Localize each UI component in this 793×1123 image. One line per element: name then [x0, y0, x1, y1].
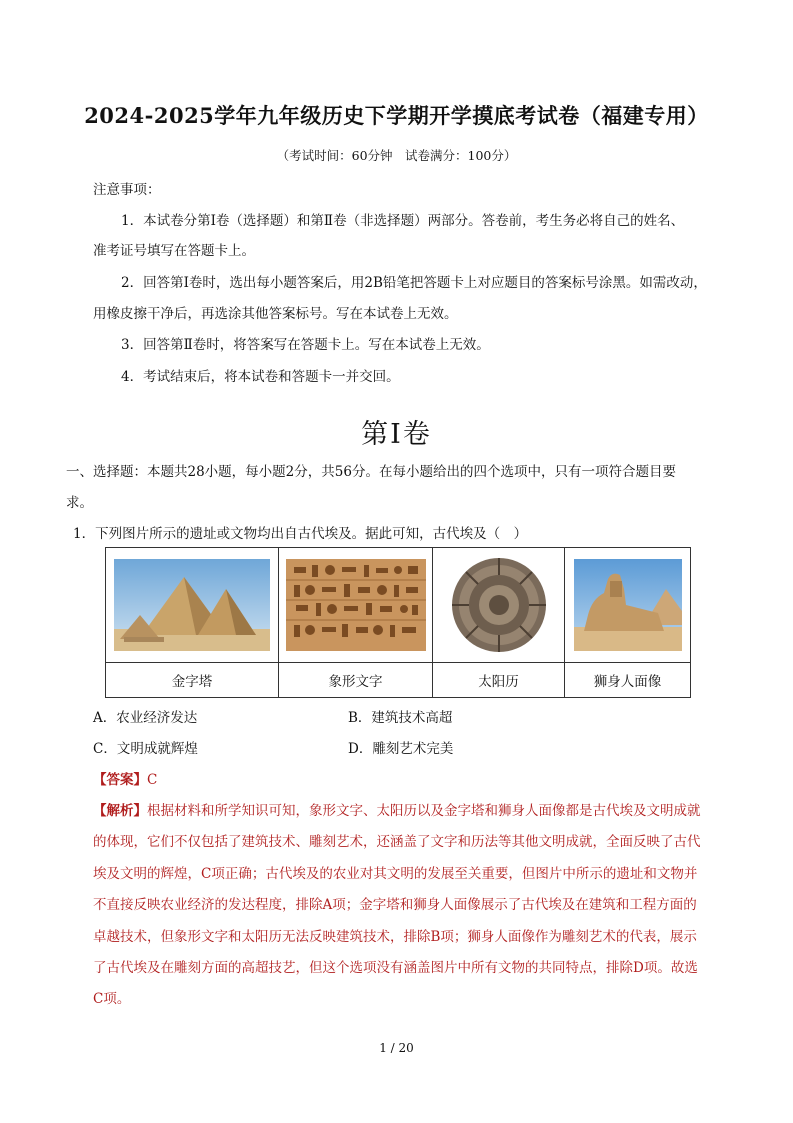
pyramids-image	[114, 559, 270, 651]
note-3: 3．回答第Ⅱ卷时，将答案写在答题卡上。写在本试卷上无效。	[121, 337, 490, 353]
analysis-line-3: 埃及文明的辉煌，C项正确；古代埃及的农业对其文明的发展至关重要，但图片中所示的遗址和文物并	[93, 866, 698, 882]
section-title: 第Ⅰ卷	[361, 419, 432, 450]
answer-label: 【答案】	[93, 772, 147, 788]
question-1-stem: 1．下列图片所示的遗址或文物均出自古代埃及。据此可知，古代埃及（ ）	[73, 526, 528, 542]
figure-table	[105, 547, 691, 698]
note-1-cont: 准考证号填写在答题卡上。	[93, 243, 255, 259]
note-4: 4．考试结束后，将本试卷和答题卡一并交回。	[121, 369, 400, 385]
option-c: C．文明成就辉煌	[93, 741, 198, 757]
figure-cell-hieroglyphs	[279, 548, 433, 663]
figure-cell-sun-calendar	[433, 548, 565, 663]
note-2-cont: 用橡皮擦干净后，再选涂其他答案标号。写在本试卷上无效。	[93, 306, 458, 322]
analysis-line-6: 了古代埃及在雕刻方面的高超技艺，但这个选项没有涵盖图片中所有文物的共同特点，排除D项。故选	[93, 960, 698, 976]
note-2: 2．回答第Ⅰ卷时，选出每小题答案后，用2B铅笔把答题卡上对应题目的答案标号涂黑。如需改动，	[121, 275, 707, 291]
page-title: 2024-2025学年九年级历史下学期开学摸底考试卷（福建专用）	[84, 103, 709, 128]
caption-hieroglyphs: 象形文字	[279, 663, 433, 698]
figure-cell-pyramids	[106, 548, 279, 663]
caption-sphinx: 狮身人面像	[565, 663, 691, 698]
analysis-line-4: 不直接反映农业经济的发达程度，排除A项；金字塔和狮身人面像展示了古代埃及在建筑和工程方面的	[93, 897, 697, 913]
answer-value: C	[147, 772, 158, 788]
notes-heading: 注意事项：	[93, 182, 161, 198]
option-b: B．建筑技术高超	[348, 710, 453, 726]
option-a: A．农业经济发达	[93, 710, 198, 726]
analysis-text-1: 根据材料和所学知识可知，象形文字、太阳历以及金字塔和狮身人面像都是古代埃及文明成就	[147, 803, 701, 819]
hieroglyphs-image	[286, 559, 426, 651]
analysis-label: 【解析】	[93, 803, 147, 819]
option-d: D．雕刻艺术完美	[348, 741, 454, 757]
part1-instructions-cont: 求。	[66, 495, 93, 511]
analysis-line-2: 的体现，它们不仅包括了建筑技术、雕刻艺术，还涵盖了文字和历法等其他文明成就，全面反映了古代	[93, 834, 701, 850]
note-1: 1．本试卷分第Ⅰ卷（选择题）和第Ⅱ卷（非选择题）两部分。答卷前，考生务必将自己的姓名、	[121, 213, 685, 229]
analysis-line-5: 卓越技术，但象形文字和太阳历无法反映建筑技术，排除B项；狮身人面像作为雕刻艺术的代表，展示	[93, 929, 697, 945]
exam-info: （考试时间：60分钟 试卷满分：100分）	[276, 148, 517, 163]
page-number: 1 / 20	[379, 1041, 414, 1055]
sun-calendar-image	[447, 555, 551, 655]
analysis-line-1	[93, 799, 701, 819]
figure-cell-sphinx	[565, 548, 691, 663]
sphinx-image	[574, 559, 682, 651]
caption-sun-calendar: 太阳历	[433, 663, 565, 698]
answer-line	[93, 768, 157, 788]
part1-instructions: 一、选择题：本题共28小题，每小题2分，共56分。在每小题给出的四个选项中，只有一项符合题目要	[66, 464, 676, 480]
analysis-line-7: C项。	[93, 991, 131, 1007]
caption-pyramids: 金字塔	[106, 663, 279, 698]
